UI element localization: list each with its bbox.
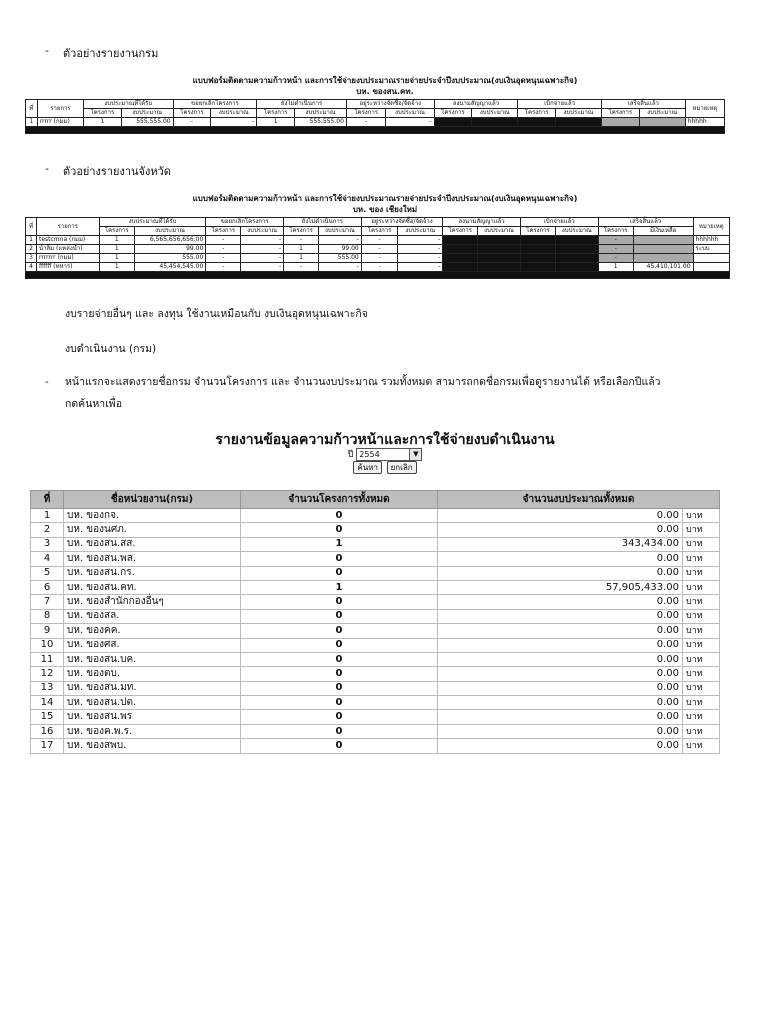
project-count: 0 — [241, 509, 438, 523]
form-cell-blackout — [520, 236, 555, 245]
form-cell-blackout — [555, 263, 598, 272]
form-cell-leftover — [633, 236, 693, 245]
budget-unit: บาท — [683, 595, 720, 609]
row-number: 7 — [31, 595, 64, 609]
form1-subtitle: บห. ของสน.คท. — [356, 87, 414, 96]
row-number: 4 — [31, 552, 64, 566]
project-count: 0 — [241, 609, 438, 623]
form-col-note: หมายเหตุ — [693, 218, 729, 236]
budget-amount: 0.00 — [438, 509, 683, 523]
table-row — [31, 739, 720, 753]
form-cell-item: น้ำลิ่ม (แหล่งน้ำ) — [36, 245, 99, 254]
form-data-row — [26, 236, 730, 245]
form-sub-projects: โครงการ — [99, 227, 134, 236]
form-cell-blackout — [478, 254, 521, 263]
form-cell-leftover — [633, 245, 693, 254]
form-data-row — [26, 245, 730, 254]
budget-unit: บาท — [683, 681, 720, 695]
form-total-bar-cell — [26, 127, 725, 134]
year-filter — [0, 447, 770, 461]
paragraph-other-budget: งบรายจ่ายอื่นๆ และ ลงทุน ใช้งานเหมือนกับ งบเงินอุดหนุนเฉพาะกิจ — [65, 308, 368, 320]
col-header-department: ชื่อหน่วยงาน(กรม) — [64, 491, 241, 509]
form-sub-budget: งบประมาณ — [319, 227, 362, 236]
form-cell-budget: - — [241, 254, 284, 263]
form-cell-note — [693, 263, 729, 272]
form-col-group: ยังไม่ดำเนินการ — [257, 100, 347, 109]
form2-table — [25, 217, 730, 279]
department-link[interactable]: บห. ของสน.คท. — [64, 580, 241, 594]
form-total-bar — [26, 272, 730, 279]
budget-unit: บาท — [683, 537, 720, 551]
budget-amount: 0.00 — [438, 739, 683, 753]
bullet-text: ตัวอย่างรายงานกรม — [63, 47, 159, 60]
form-cell-count: - — [206, 263, 241, 272]
form-cell-budget: - — [386, 118, 434, 127]
row-number: 2 — [31, 523, 64, 537]
department-link[interactable]: บห. ของคค. — [64, 624, 241, 638]
budget-amount: 0.00 — [438, 724, 683, 738]
form-sub-budget: งบประมาณ — [639, 109, 685, 118]
form-sub-projects: โครงการ — [361, 227, 398, 236]
form-cell-item: rrrrr (กมม) — [37, 118, 83, 127]
form-sub-budget: งบประมาณ — [295, 109, 347, 118]
form-sub-budget: งบประมาณ — [472, 109, 518, 118]
form-cell-blackout — [555, 236, 598, 245]
row-number: 14 — [31, 696, 64, 710]
budget-unit: บาท — [683, 609, 720, 623]
form-sub-budget: งบประมาณ — [478, 227, 521, 236]
form-cell-no: 3 — [26, 254, 37, 263]
form-cell-blackout — [520, 263, 555, 272]
cancel-button[interactable]: ยกเลิก — [387, 461, 417, 474]
budget-unit: บาท — [683, 724, 720, 738]
form-cell-count: 1 — [284, 254, 319, 263]
form-cell-note: ระบบ — [693, 245, 729, 254]
search-button[interactable]: ค้นหา — [353, 461, 382, 474]
form-sub-budget: งบประมาณ — [555, 227, 598, 236]
form1-title: แบบฟอร์มติดตามความก้าวหน้า และการใช้จ่ายงบประมาณรายจ่ายประจำปีงบประมาณ(งบเงินอุดหนุนเฉพาะกิจ) — [192, 76, 578, 85]
project-count: 0 — [241, 523, 438, 537]
form-cell-blackout — [443, 254, 478, 263]
form-sub-budget: งบประมาณ — [398, 227, 443, 236]
budget-amount: 0.00 — [438, 624, 683, 638]
form-cell-count: - — [361, 236, 398, 245]
project-count: 0 — [241, 724, 438, 738]
form-sub-budget: งบประมาณ — [211, 109, 257, 118]
paragraph-instructions-bullet: - — [45, 376, 49, 388]
budget-amount: 0.00 — [438, 523, 683, 537]
department-link[interactable]: บห. ของสน.ปต. — [64, 696, 241, 710]
row-number: 9 — [31, 624, 64, 638]
form2-subtitle: บห. ของ เชียงใหม่ — [352, 205, 418, 214]
form-cell-blackout — [601, 118, 639, 127]
form-sub-projects: โครงการ — [520, 227, 555, 236]
department-link[interactable]: บห. ของสน.กร. — [64, 566, 241, 580]
table-row — [31, 537, 720, 551]
budget-unit: บาท — [683, 624, 720, 638]
form-cell-budget: - — [398, 236, 443, 245]
project-count: 0 — [241, 624, 438, 638]
form-cell-count: 1 — [99, 245, 134, 254]
form-cell-blackout — [555, 245, 598, 254]
form-cell-blackout — [520, 254, 555, 263]
year-select-value: 2554 — [359, 450, 380, 459]
form-cell-count: - — [284, 236, 319, 245]
form-cell-count: - — [598, 254, 633, 263]
form-cell-count: - — [206, 254, 241, 263]
project-count: 0 — [241, 667, 438, 681]
form-cell-count: - — [284, 263, 319, 272]
row-number: 11 — [31, 652, 64, 666]
form-cell-budget: - — [398, 263, 443, 272]
form-data-row — [26, 254, 730, 263]
table-row — [31, 566, 720, 580]
budget-amount: 0.00 — [438, 566, 683, 580]
row-number: 13 — [31, 681, 64, 695]
department-link[interactable]: บห. ของนศภ. — [64, 523, 241, 537]
department-link[interactable]: บห. ของสน.บค. — [64, 652, 241, 666]
form-cell-count: 1 — [99, 236, 134, 245]
form-cell-blackout — [478, 236, 521, 245]
form-cell-budget: - — [241, 236, 284, 245]
budget-unit: บาท — [683, 696, 720, 710]
year-select[interactable] — [356, 448, 422, 461]
form-cell-budget: 99.00 — [319, 245, 362, 254]
report-buttons — [0, 461, 770, 474]
form-subheader-row — [26, 109, 725, 118]
form-data-row — [26, 118, 725, 127]
report-table — [30, 490, 720, 754]
project-count: 0 — [241, 566, 438, 580]
form-cell-blackout — [443, 263, 478, 272]
form-col-group: ลงนามสัญญาแล้ว — [443, 218, 521, 227]
form-col-group: ขอยกเลิกโครงการ — [173, 100, 257, 109]
budget-amount: 57,905,433.00 — [438, 580, 683, 594]
budget-unit: บาท — [683, 566, 720, 580]
col-header-budget-total: จำนวนงบประมาณทั้งหมด — [438, 491, 720, 509]
form-sub-budget: งบประมาณ — [386, 109, 434, 118]
budget-unit: บาท — [683, 580, 720, 594]
form-col-group: เบิกจ่ายแล้ว — [520, 218, 598, 227]
table-row — [31, 523, 720, 537]
budget-amount: 0.00 — [438, 696, 683, 710]
form-cell-blackout — [555, 254, 598, 263]
form-cell-count: - — [361, 254, 398, 263]
form-cell-budget: 45,454,545.00 — [134, 263, 206, 272]
form-cell-count: - — [206, 236, 241, 245]
form-cell-count: 1 — [284, 245, 319, 254]
department-link[interactable]: บห. ของสำนักกองอื่นๆ — [64, 595, 241, 609]
form-cell-count: - — [361, 245, 398, 254]
department-link[interactable]: บห. ของสน.มท. — [64, 681, 241, 695]
form-cell-budget: - — [319, 236, 362, 245]
project-count: 0 — [241, 595, 438, 609]
department-link[interactable]: บห. ของสน.พร — [64, 710, 241, 724]
form-cell-blackout — [639, 118, 685, 127]
form-cell-blackout — [434, 118, 472, 127]
table-row — [31, 552, 720, 566]
form-cell-count: - — [173, 118, 211, 127]
budget-unit: บาท — [683, 552, 720, 566]
form-col-group: งบประมาณที่ได้รับ — [84, 100, 174, 109]
form-cell-blackout — [520, 245, 555, 254]
row-number: 5 — [31, 566, 64, 580]
table-row — [31, 595, 720, 609]
form-cell-budget: - — [398, 254, 443, 263]
budget-amount: 0.00 — [438, 638, 683, 652]
budget-unit: บาท — [683, 739, 720, 753]
form-cell-count: 1 — [257, 118, 295, 127]
form-cell-note: hhhhhh — [693, 236, 729, 245]
form-cell-budget: 6,565,656,656.00 — [134, 236, 206, 245]
form1-table — [25, 99, 725, 134]
form-cell-blackout — [443, 245, 478, 254]
form-col-group: งบประมาณที่ได้รับ — [99, 218, 206, 227]
form-sub-budget: งบประมาณ — [241, 227, 284, 236]
col-header-no: ที่ — [31, 491, 64, 509]
form-sub-projects: โครงการ — [601, 109, 639, 118]
budget-unit: บาท — [683, 523, 720, 537]
table-row — [31, 724, 720, 738]
form-cell-budget: 555.00 — [134, 254, 206, 263]
form-cell-count: - — [598, 245, 633, 254]
form-data-row — [26, 263, 730, 272]
bullet-text: ตัวอย่างรายงานจังหวัด — [63, 165, 171, 178]
table-row — [31, 624, 720, 638]
table-row — [31, 652, 720, 666]
budget-unit: บาท — [683, 667, 720, 681]
form-total-bar — [26, 127, 725, 134]
form-col-note: หมายเหตุ — [685, 100, 724, 118]
table-row — [31, 710, 720, 724]
bullet-dash: - — [45, 44, 49, 57]
form-cell-blackout — [556, 118, 602, 127]
table-row — [31, 681, 720, 695]
form-header-row — [26, 100, 725, 109]
budget-amount: 0.00 — [438, 552, 683, 566]
form-cell-no: 4 — [26, 263, 37, 272]
form-sub-projects: โครงการ — [284, 227, 319, 236]
form-col-group: อยู่ระหว่างจัดซื้อ/จัดจ้าง — [346, 100, 434, 109]
row-number: 12 — [31, 667, 64, 681]
form-cell-budget: - — [319, 263, 362, 272]
form-cell-count: 1 — [99, 254, 134, 263]
row-number: 8 — [31, 609, 64, 623]
department-link[interactable]: บห. ของสล. — [64, 609, 241, 623]
paragraph-instructions-line2: กดค้นหาเพื่อ — [65, 398, 123, 410]
form-cell-blackout — [443, 236, 478, 245]
form-cell-budget: 555.00 — [319, 254, 362, 263]
form-total-bar-cell — [26, 272, 730, 279]
project-count: 0 — [241, 739, 438, 753]
row-number: 17 — [31, 739, 64, 753]
form-cell-budget: - — [241, 263, 284, 272]
form-sub-projects: โครงการ — [206, 227, 241, 236]
chevron-down-icon[interactable]: ▼ — [409, 449, 421, 460]
form-cell-count: 1 — [84, 118, 122, 127]
form-cell-no: 2 — [26, 245, 37, 254]
project-count: 0 — [241, 696, 438, 710]
form-cell-budget: - — [211, 118, 257, 127]
budget-amount: 0.00 — [438, 595, 683, 609]
form-col-group: เบิกจ่ายแล้ว — [518, 100, 602, 109]
row-number: 16 — [31, 724, 64, 738]
form-col-no: ที่ — [26, 100, 38, 118]
form-cell-budget: - — [398, 245, 443, 254]
form-cell-no: 1 — [26, 236, 37, 245]
row-number: 10 — [31, 638, 64, 652]
project-count: 0 — [241, 652, 438, 666]
row-number: 15 — [31, 710, 64, 724]
budget-amount: 0.00 — [438, 652, 683, 666]
form-cell-no: 1 — [26, 118, 38, 127]
table-row — [31, 696, 720, 710]
department-link[interactable]: บห. ของค.พ.ร. — [64, 724, 241, 738]
budget-unit: บาท — [683, 638, 720, 652]
form-col-group: ขอยกเลิกโครงการ — [206, 218, 284, 227]
form-cell-count: - — [346, 118, 386, 127]
form-sub-projects: โครงการ — [598, 227, 633, 236]
project-count: 0 — [241, 638, 438, 652]
budget-amount: 0.00 — [438, 667, 683, 681]
form-col-group: อยู่ระหว่างจัดซื้อ/จัดจ้าง — [361, 218, 442, 227]
form-cell-blackout — [478, 263, 521, 272]
project-count: 1 — [241, 537, 438, 551]
project-count: 0 — [241, 681, 438, 695]
form-sub-projects: โครงการ — [443, 227, 478, 236]
form-cell-note: hhhhh — [685, 118, 724, 127]
paragraph-instructions-line1: หน้าแรกจะแสดงรายชื่อกรม จำนวนโครงการ และ จำนวนงบประมาณ รวมทั้งหมด สามารถกดชื่อกรมเพื่อดูรายงานได้ หรือเลือกปีแล้ว — [65, 376, 661, 388]
budget-unit: บาท — [683, 509, 720, 523]
report-table-header — [31, 491, 720, 509]
table-row — [31, 580, 720, 594]
department-link[interactable]: บห. ของกจ. — [64, 509, 241, 523]
col-header-project-count: จำนวนโครงการทั้งหมด — [241, 491, 438, 509]
form-col-group: ยังไม่ดำเนินการ — [284, 218, 362, 227]
form-sub-projects: โครงการ — [346, 109, 386, 118]
table-row — [31, 509, 720, 523]
department-link[interactable]: บห. ของสน.พส. — [64, 552, 241, 566]
budget-amount: 0.00 — [438, 609, 683, 623]
project-count: 1 — [241, 580, 438, 594]
form-subheader-row — [26, 227, 730, 236]
department-link[interactable]: บห. ของตบ. — [64, 667, 241, 681]
form-col-item: รายการ — [37, 100, 83, 118]
form-cell-item: rrrrrrr (กมม) — [36, 254, 99, 263]
form-sub-projects: โครงการ — [257, 109, 295, 118]
form-cell-count: 1 — [99, 263, 134, 272]
form-col-no: ที่ — [26, 218, 37, 236]
form-col-group: เสร็จสิ้นแล้ว — [601, 100, 685, 109]
budget-amount: 0.00 — [438, 681, 683, 695]
form-sub-projects: โครงการ — [434, 109, 472, 118]
department-link[interactable]: บห. ของสพบ. — [64, 739, 241, 753]
table-row — [31, 638, 720, 652]
form-sub-projects: โครงการ — [173, 109, 211, 118]
table-row — [31, 609, 720, 623]
form-sub-projects: โครงการ — [84, 109, 122, 118]
budget-unit: บาท — [683, 710, 720, 724]
row-number: 3 — [31, 537, 64, 551]
form-cell-leftover — [633, 254, 693, 263]
form-cell-budget: 99.00 — [134, 245, 206, 254]
bullet-dash: - — [45, 162, 49, 175]
form-cell-blackout — [478, 245, 521, 254]
year-label: ปี — [347, 450, 354, 460]
form-sub-budget: งบประมาณ — [134, 227, 206, 236]
form-cell-blackout — [472, 118, 518, 127]
form-cell-budget: 555,555.00 — [121, 118, 173, 127]
project-count: 0 — [241, 552, 438, 566]
project-count: 0 — [241, 710, 438, 724]
form-cell-count: - — [206, 245, 241, 254]
form-cell-count: - — [361, 263, 398, 272]
paragraph-operating-budget: งบดำเนินงาน (กรม) — [65, 343, 157, 355]
department-link[interactable]: บห. ของศส. — [64, 638, 241, 652]
form-cell-budget: - — [241, 245, 284, 254]
row-number: 6 — [31, 580, 64, 594]
form-cell-item: ffffff (ทหาร) — [36, 263, 99, 272]
form-cell-count: - — [598, 236, 633, 245]
form-cell-note — [693, 254, 729, 263]
table-row — [31, 667, 720, 681]
form-header-row — [26, 218, 730, 227]
form-cell-blackout — [518, 118, 556, 127]
form-cell-count: 1 — [598, 263, 633, 272]
form-sub-budget: งบประมาณ — [556, 109, 602, 118]
form-cell-item: testcmna (กมม) — [36, 236, 99, 245]
budget-amount: 343,434.00 — [438, 537, 683, 551]
form-sub-projects: โครงการ — [518, 109, 556, 118]
form-col-group: เสร็จสิ้นแล้ว — [598, 218, 693, 227]
form-cell-leftover: 45,410,101.00 — [633, 263, 693, 272]
form-cell-budget: 555,555.00 — [295, 118, 347, 127]
form2-title: แบบฟอร์มติดตามความก้าวหน้า และการใช้จ่ายงบประมาณรายจ่ายประจำปีงบประมาณ(งบเงินอุดหนุนเฉพาะกิจ) — [192, 194, 578, 203]
form-sub-budget: งบประมาณ — [121, 109, 173, 118]
form-col-item: รายการ — [36, 218, 99, 236]
form-sub-budget: มีเงินเหลือ — [633, 227, 693, 236]
row-number: 1 — [31, 509, 64, 523]
budget-unit: บาท — [683, 652, 720, 666]
department-link[interactable]: บห. ของสน.สส. — [64, 537, 241, 551]
budget-amount: 0.00 — [438, 710, 683, 724]
form-col-group: ลงนามสัญญาแล้ว — [434, 100, 518, 109]
report-title: รายงานข้อมูลความก้าวหน้าและการใช้จ่ายงบดำเนินงาน — [215, 432, 555, 448]
